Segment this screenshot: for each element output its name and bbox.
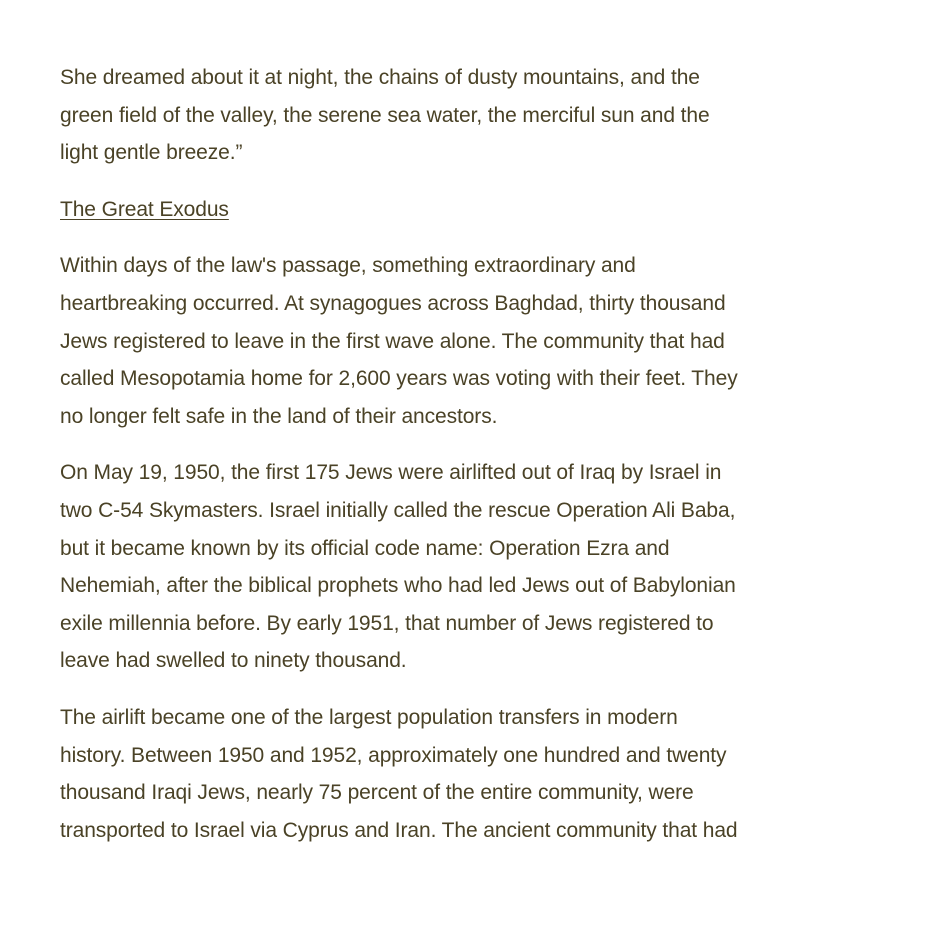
text-line: heartbreaking occurred. At synagogues across Baghdad, thirty thousand	[60, 291, 726, 315]
text-line: green field of the valley, the serene sea water, the merciful sun and the	[60, 103, 710, 127]
text-line: Within days of the law's passage, something extraordinary and	[60, 254, 636, 278]
text-line: The airlift became one of the largest population transfers in modern	[60, 705, 678, 729]
intro-paragraph	[60, 59, 880, 172]
paragraph-spacer	[60, 680, 880, 699]
paragraph-3	[60, 699, 880, 849]
paragraph-1	[60, 247, 880, 435]
text-line: transported to Israel via Cyprus and Iran. The ancient community that had	[60, 818, 738, 842]
paragraph-spacer	[60, 435, 880, 454]
text-line: two C-54 Skymasters. Israel initially called the rescue Operation Ali Baba,	[60, 498, 736, 522]
text-line: history. Between 1950 and 1952, approximately one hundred and twenty	[60, 743, 727, 767]
text-line: Jews registered to leave in the first wave alone. The community that had	[60, 329, 725, 353]
text-line: thousand Iraqi Jews, nearly 75 percent of the entire community, were	[60, 781, 694, 805]
document-page	[60, 59, 880, 849]
text-line: no longer felt safe in the land of their ancestors.	[60, 404, 498, 428]
text-line: light gentle breeze.”	[60, 141, 243, 165]
text-line: On May 19, 1950, the first 175 Jews were airlifted out of Iraq by Israel in	[60, 461, 722, 485]
text-line: Nehemiah, after the biblical prophets who had led Jews out of Babylonian	[60, 574, 736, 598]
text-line: She dreamed about it at night, the chains of dusty mountains, and the	[60, 66, 700, 89]
text-line: leave had swelled to ninety thousand.	[60, 649, 407, 673]
section-heading: The Great Exodus	[60, 197, 229, 221]
text-line: called Mesopotamia home for 2,600 years was voting with their feet. They	[60, 367, 738, 391]
text-line: exile millennia before. By early 1951, that number of Jews registered to	[60, 611, 714, 635]
paragraph-spacer	[60, 228, 880, 247]
paragraph-spacer	[60, 172, 880, 191]
text-line: but it became known by its official code name: Operation Ezra and	[60, 536, 670, 560]
paragraph-2	[60, 454, 880, 680]
